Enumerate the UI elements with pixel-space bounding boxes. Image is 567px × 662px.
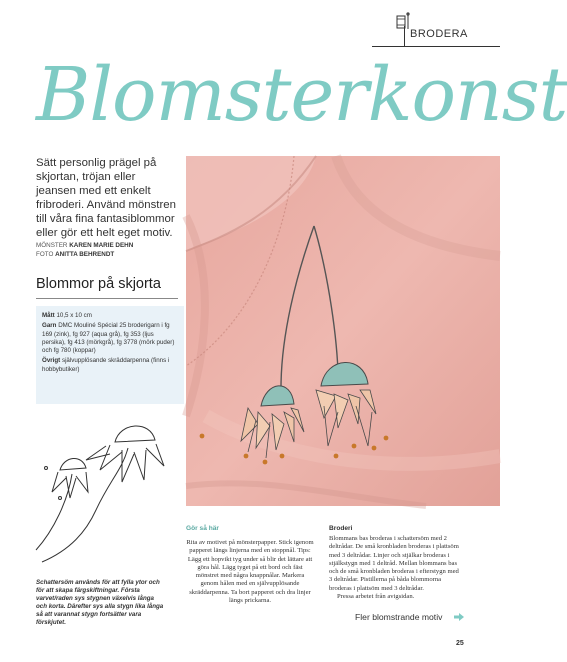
page-title: Blomsterkonst [36, 52, 567, 138]
yarn-label: Garn [42, 322, 57, 330]
flower-pattern-sketch [30, 400, 190, 600]
size-label: Mått [42, 312, 55, 319]
header-divider [404, 26, 405, 46]
materials-box [36, 306, 184, 404]
pattern-credit-label: MÖNSTER [36, 242, 68, 249]
sketch-caption: Schattersöm används för att fylla ytor och för att skapa färgskiftningar. Första varvet/raden sys stygnen växelvis långa och korta. Därefter sys alla stygn lika långa så att varannat stygn fortsätter vara förskjutet. [36, 579, 164, 627]
broderi-paragraph-2: Pressa arbetet från avigsidan. [337, 593, 415, 601]
subheading-rule [36, 298, 178, 299]
photo-credit-name: ANITTA BEHRENDT [55, 251, 115, 258]
size-value: 10,5 x 10 cm [56, 312, 92, 319]
embroidered-shirt-photo [186, 156, 500, 506]
other-value: självupplösande skräddarpenna (finns i hobbybutiker) [42, 357, 170, 373]
arrow-right-icon[interactable] [454, 612, 464, 622]
steps-body: Rita av motivet på mönsterpapper. Stick igenom papperet längs linjerna med en stoppnål. Tips: Lägg ett hopvikt tyg under så blir det lättare att göra hål. Lägg tyget på ett bord och fäst mönstret med några knappnålar. Markera genom hålen med en självupplösande skräddarpenna. Ta bort papperet och dra linjer längs prickarna. [186, 539, 314, 605]
header-rule [372, 46, 500, 47]
subheading: Blommor på skjorta [36, 276, 161, 292]
broderi-heading: Broderi [329, 525, 353, 532]
photo-credit-label: FOTO [36, 251, 54, 258]
section-label: BRODERA [410, 28, 468, 40]
more-motifs-link[interactable]: Fler blomstrande motiv [355, 612, 443, 622]
credits [36, 241, 186, 259]
broderi-body [329, 535, 463, 601]
yarn-value: DMC Mouliné Spécial 25 broderigarn i fg 169 (zink), fg 927 (aqua grå), fg 353 (ljus persika), fg 413 (mörkgrå), fg 3778 (mörk puder) och fg 780 (koppar) [42, 322, 175, 355]
page-number: 25 [456, 640, 464, 647]
other-label: Övrigt [42, 357, 61, 365]
intro-text: Sätt personlig prägel på skjortan, tröjan eller jeansen med ett enkelt fribroderi. Använd mönstren till våra fina fantasiblommor eller gör ett helt eget motiv. [36, 157, 176, 239]
broderi-paragraph: Blommans bas broderas i schattersöm med 2 deltrådar. De små kronbladen broderas i plattsöm med 3 deltrådar. Linjer och stjälkar broderas i stjälkstygn med 1 deltråd. Mellan blommans bas och de små kronbladen broderas i efterstygn med 3 deltrådar. Pistillerna på båda blommorna broderas i plattsöm med 3 deltrådar. [329, 535, 459, 592]
pattern-credit-name: KAREN MARIE DEHN [69, 242, 134, 249]
steps-heading: Gör så här [186, 525, 219, 532]
